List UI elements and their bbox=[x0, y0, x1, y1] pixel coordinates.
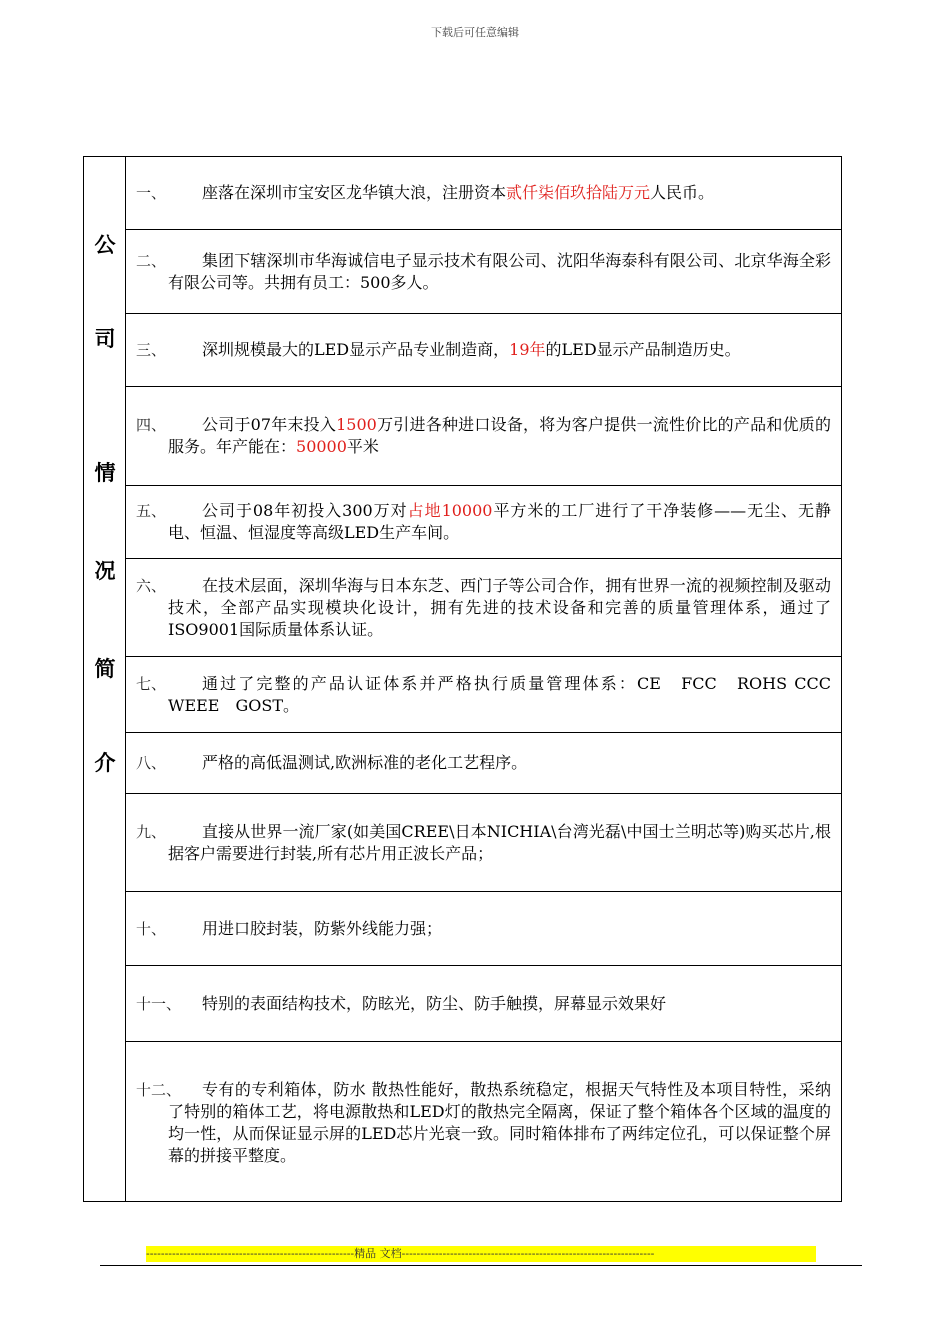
item-text: 集团下辖深圳市华海诚信电子显示技术有限公司、沈阳华海泰科有限公司、北京华海全彩有限公司等。共拥有员工：500多人。 bbox=[168, 250, 831, 292]
item-row bbox=[126, 387, 841, 486]
item-row bbox=[126, 157, 841, 230]
side-title-char: 情 bbox=[94, 460, 116, 485]
highlight-text: 50000 bbox=[296, 437, 347, 456]
item-text: 严格的高低温测试,欧洲标准的老化工艺程序。 bbox=[202, 753, 528, 772]
items-column bbox=[126, 157, 848, 1201]
list-item bbox=[126, 752, 841, 774]
list-item bbox=[126, 993, 841, 1015]
side-title-char: 简 bbox=[94, 656, 116, 681]
list-item bbox=[126, 673, 848, 717]
footer-divider bbox=[100, 1265, 862, 1266]
item-text: 在技术层面，深圳华海与日本东芝、西门子等公司合作，拥有世界一流的视频控制及驱动技术，全部产品实现模块化设计，拥有先进的技术设备和完善的质量管理体系，通过了ISO9001国际质量体系认证。 bbox=[168, 575, 831, 639]
item-row bbox=[126, 559, 841, 657]
item-text: 专有的专利箱体，防水 散热性能好，散热系统稳定，根据天气特性及本项目特性，采纳了特别的箱体工艺，将电源散热和LED灯的散热完全隔离，保证了整个箱体各个区域的温度的均一性，从而保证显示屏的LED芯片光衰一致。同时箱体排布了两纬定位孔，可以保证整个屏幕的拼接平整度。 bbox=[168, 1079, 831, 1165]
footer-banner: --------------------------------------------------------精品 文档-------------------------------------------------------------------- bbox=[146, 1246, 816, 1262]
list-item bbox=[126, 182, 841, 204]
company-intro-table bbox=[83, 156, 848, 1202]
item-number: 二、 bbox=[136, 251, 167, 270]
item-text: 通过了完整的产品认证体系并严格执行质量管理体系：CE FCC ROHS CCC WEEE GOST。 bbox=[168, 673, 848, 715]
highlight-text: 贰仟柒佰玖拾陆万元 bbox=[506, 183, 651, 202]
item-row bbox=[126, 230, 841, 314]
item-text: 公司于07年末投入1500万引进各种进口设备，将为客户提供一流性价比的产品和优质的服务。年产能在：50000平米 bbox=[168, 415, 831, 456]
item-row bbox=[126, 733, 841, 794]
item-row bbox=[126, 892, 841, 966]
item-text: 座落在深圳市宝安区龙华镇大浪，注册资本贰仟柒佰玖拾陆万元人民币。 bbox=[202, 183, 715, 202]
item-number: 十二、 bbox=[136, 1080, 182, 1099]
item-row bbox=[126, 794, 841, 892]
list-item bbox=[126, 918, 841, 940]
item-number: 七、 bbox=[136, 674, 167, 693]
item-number: 九、 bbox=[136, 822, 167, 841]
list-item bbox=[126, 250, 841, 294]
page-header: 下载后可任意编辑 bbox=[431, 26, 519, 39]
item-row bbox=[126, 657, 848, 733]
item-text: 深圳规模最大的LED显示产品专业制造商，19年的LED显示产品制造历史。 bbox=[202, 340, 741, 359]
list-item bbox=[126, 500, 841, 544]
item-row bbox=[126, 486, 841, 559]
item-number: 十一、 bbox=[136, 994, 182, 1013]
list-item bbox=[126, 1079, 841, 1167]
side-title-char: 介 bbox=[94, 750, 116, 775]
highlight-text: 19年 bbox=[509, 340, 546, 359]
item-text: 用进口胶封装，防紫外线能力强； bbox=[202, 918, 443, 938]
highlight-text: 1500 bbox=[336, 415, 377, 434]
item-number: 六、 bbox=[136, 576, 167, 595]
list-item bbox=[126, 821, 841, 865]
side-title-char: 况 bbox=[94, 558, 116, 583]
item-number: 五、 bbox=[136, 502, 167, 520]
item-number: 四、 bbox=[136, 416, 167, 434]
item-text: 直接从世界一流厂家(如美国CREE\日本NICHIA\台湾光磊\中国士兰明芯等)购买芯片,根据客户需要进行封装,所有芯片用正波长产品； bbox=[168, 821, 831, 863]
item-row bbox=[126, 966, 841, 1042]
side-title-column bbox=[84, 157, 126, 1201]
list-item bbox=[126, 575, 841, 641]
list-item bbox=[126, 414, 841, 458]
item-row bbox=[126, 314, 841, 387]
item-number: 十、 bbox=[136, 919, 167, 938]
side-title-char: 司 bbox=[94, 326, 116, 351]
highlight-text: 占地10000 bbox=[407, 501, 493, 520]
item-number: 八、 bbox=[136, 754, 167, 772]
list-item bbox=[126, 339, 841, 361]
side-title-char: 公 bbox=[94, 232, 116, 257]
item-row bbox=[126, 1042, 841, 1203]
item-number: 三、 bbox=[136, 341, 167, 359]
item-text: 特别的表面结构技术，防眩光，防尘、防手触摸，屏幕显示效果好 bbox=[202, 993, 667, 1013]
item-text: 公司于08年初投入300万对占地10000平方米的工厂进行了干净装修——无尘、无静电、恒温、恒湿度等高级LED生产车间。 bbox=[168, 501, 831, 542]
item-number: 一、 bbox=[136, 184, 167, 202]
